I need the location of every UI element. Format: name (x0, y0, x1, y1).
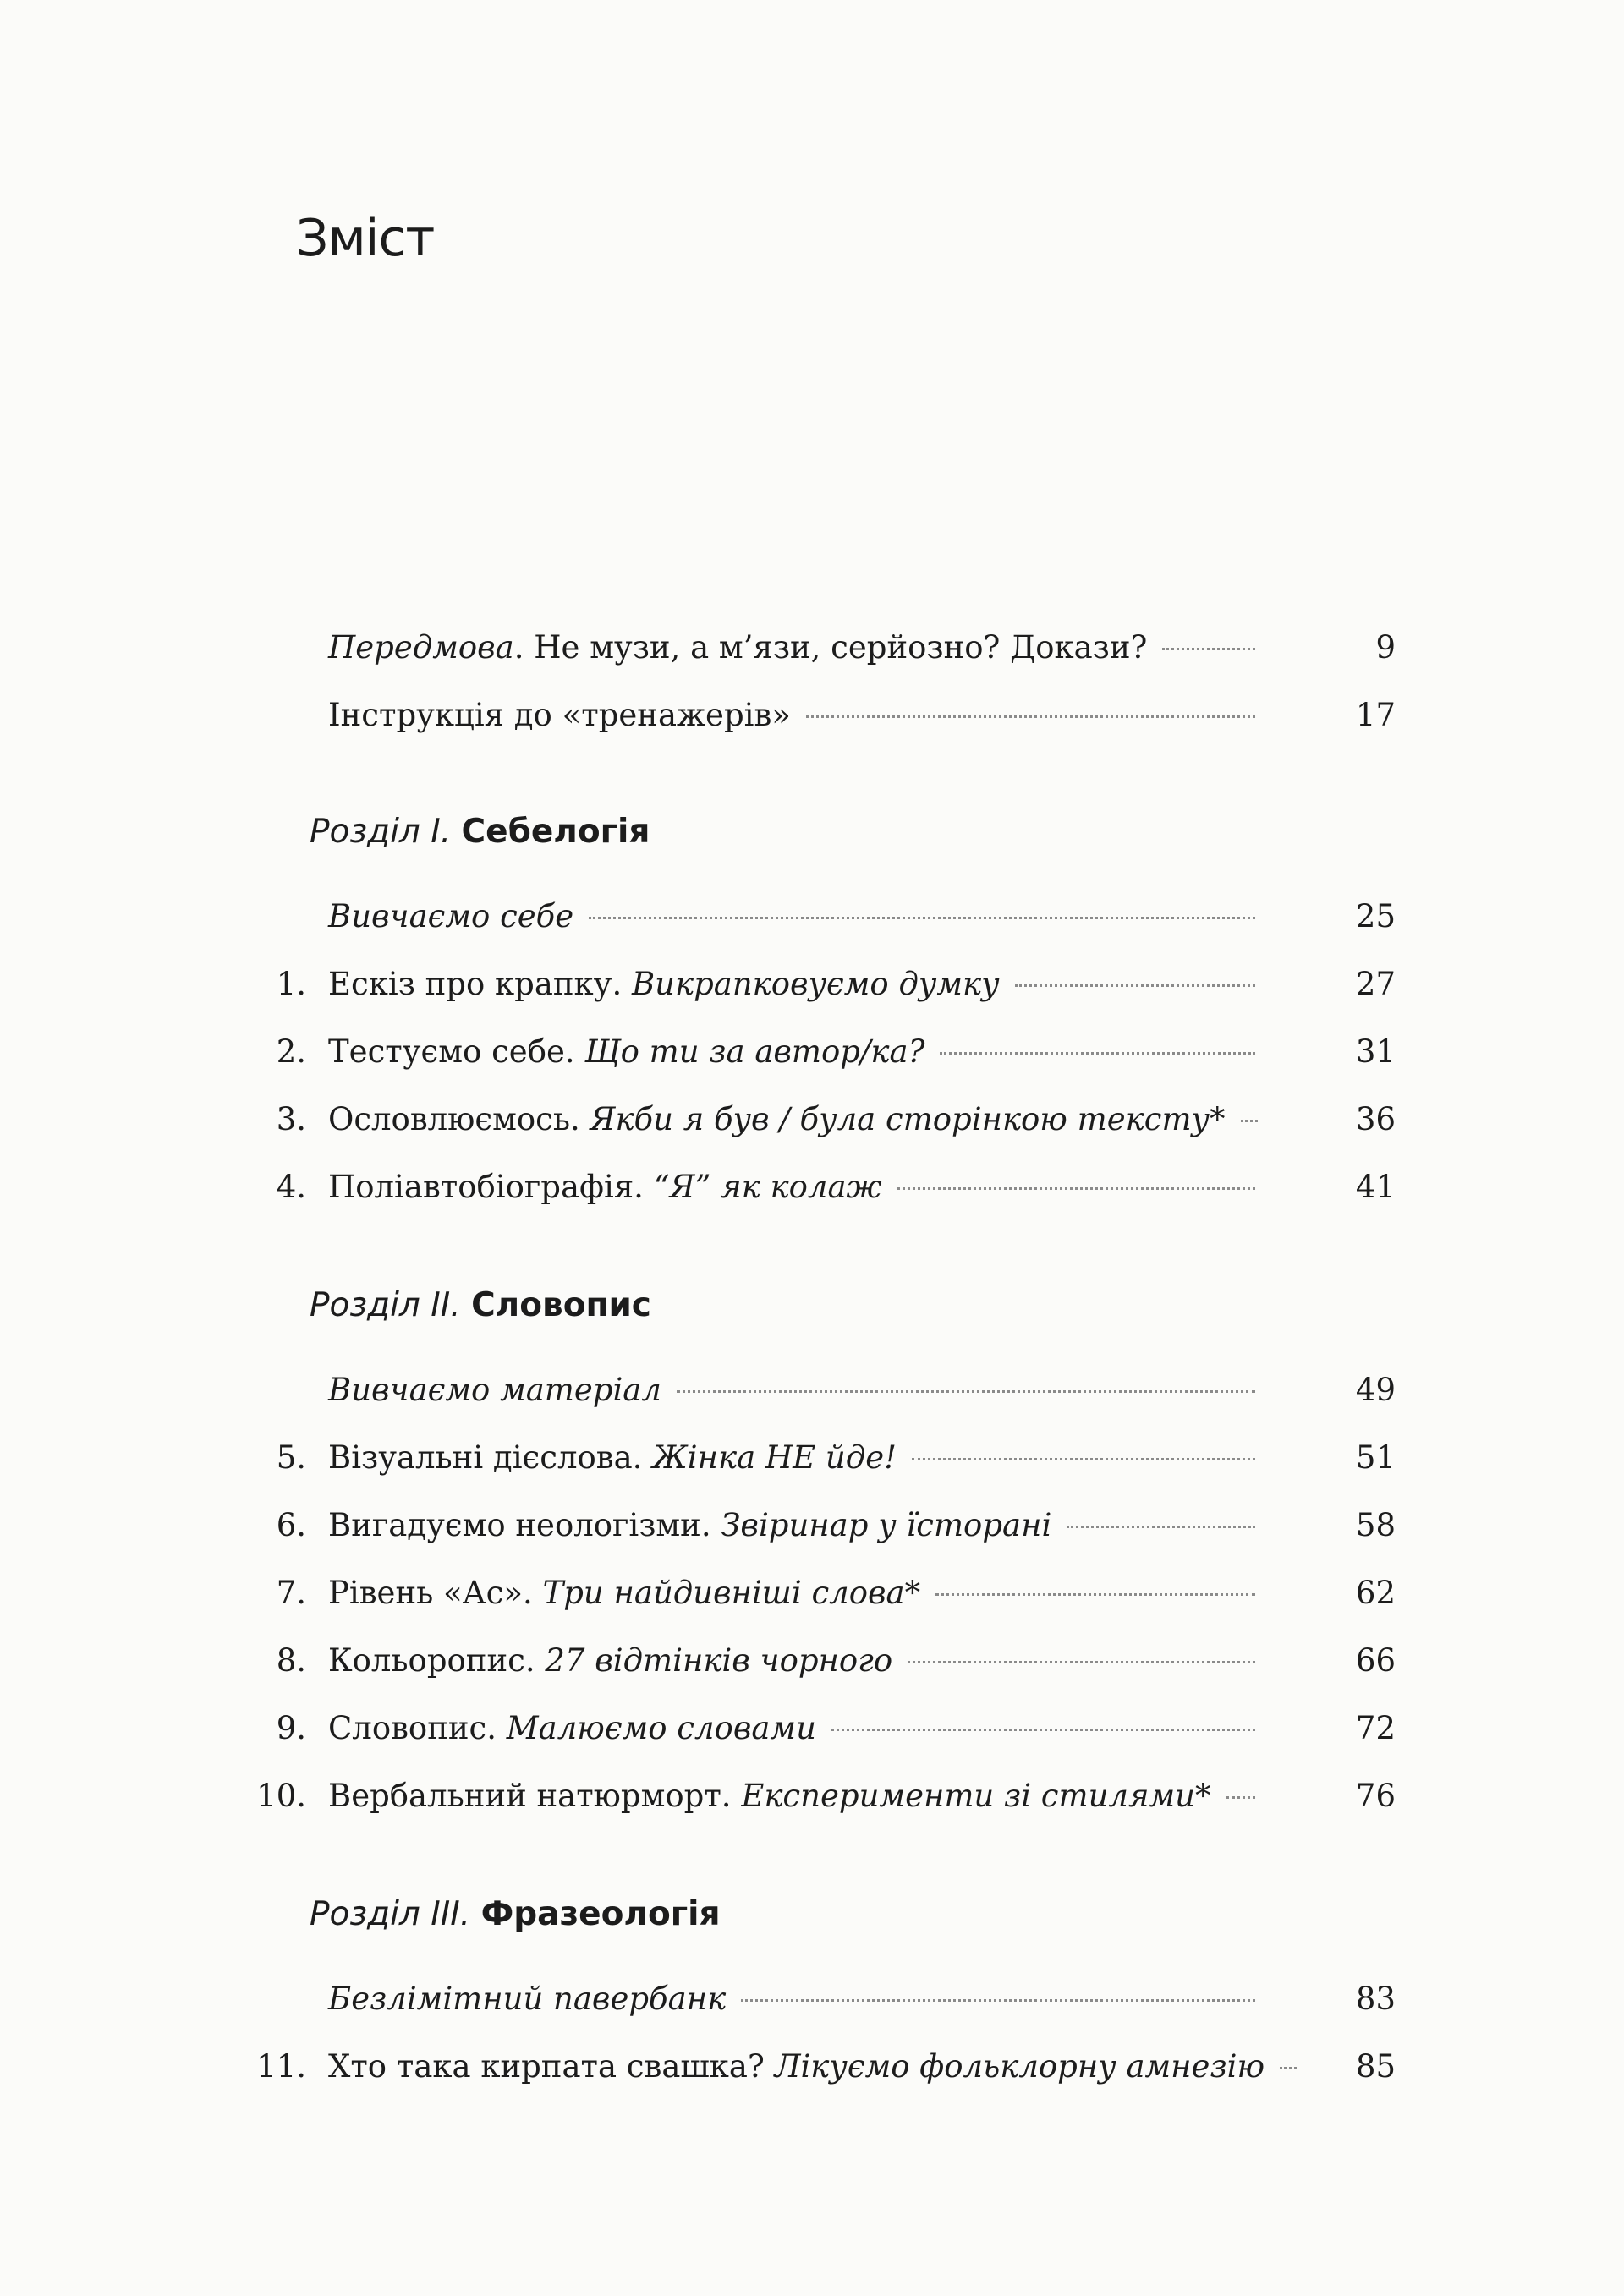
toc-entry-lead[interactable] (237, 1974, 1396, 2025)
entry-title: Хто така кирпата свашка? (328, 2048, 775, 2085)
entry-subtitle: Що ти за автор/ка? (584, 1033, 925, 1070)
dot-leader (908, 1661, 1255, 1663)
entry-subtitle: Звіринар у їсторані (721, 1507, 1052, 1543)
entry-page-number: 66 (1355, 1642, 1396, 1679)
entry-page-number: 85 (1355, 2048, 1396, 2085)
page-title: Зміст (296, 209, 435, 268)
dot-leader (935, 1593, 1255, 1596)
entry-subtitle: Експерименти зі стилями* (741, 1778, 1211, 1814)
section-name: Словопис (471, 1286, 651, 1324)
entry-page-number: 9 (1375, 629, 1396, 666)
entry-subtitle: “Я” як колаж (653, 1169, 882, 1205)
section-name: Себелогія (461, 813, 650, 851)
entry-title: Тестуємо себе. (328, 1033, 585, 1070)
entry-number: 3. (276, 1101, 306, 1137)
toc-entry[interactable] (237, 1433, 1396, 1483)
entry-title: Вивчаємо себе (328, 898, 574, 934)
toc-entry[interactable] (237, 1094, 1396, 1145)
section-label: Розділ ІІІ. (310, 1895, 471, 1933)
entry-page-number: 41 (1355, 1169, 1396, 1205)
dot-leader (677, 1390, 1255, 1393)
dot-leader (1067, 1526, 1255, 1528)
entry-page-number: 31 (1355, 1033, 1396, 1070)
toc-entry-lead[interactable] (237, 891, 1396, 942)
dot-leader (1226, 1796, 1256, 1799)
entry-number: 2. (276, 1033, 306, 1070)
entry-title: Словопис. (328, 1710, 507, 1746)
entry-title: Візуальні дієслова. (328, 1439, 653, 1476)
entry-page-number: 58 (1355, 1507, 1396, 1543)
dot-leader (1280, 2067, 1297, 2069)
entry-title: Ословлюємось. (328, 1101, 590, 1137)
dot-leader (897, 1187, 1255, 1190)
entry-number: 11. (256, 2048, 306, 2085)
entry-title: Інструкція до «тренажерів» (328, 697, 791, 733)
entry-number: 7. (276, 1575, 306, 1611)
dot-leader (1241, 1120, 1258, 1122)
entry-page-number: 36 (1355, 1101, 1396, 1137)
dot-leader (741, 1999, 1255, 2002)
entry-page-number: 25 (1355, 898, 1396, 934)
entry-number: 6. (276, 1507, 306, 1543)
dot-leader (1162, 648, 1255, 650)
entry-subtitle: Лікуємо фольклорну амнезію (774, 2048, 1265, 2085)
toc-entry[interactable] (237, 959, 1396, 1010)
entry-number: 1. (276, 966, 306, 1002)
entry-number: 9. (276, 1710, 306, 1746)
section-heading-1 (310, 807, 650, 858)
dot-leader (1015, 984, 1255, 987)
toc-entry[interactable] (237, 2041, 1396, 2092)
section-label: Розділ І. (310, 813, 452, 851)
entry-subtitle: Викрапковуємо думку (631, 966, 1000, 1002)
entry-number: 10. (256, 1778, 306, 1814)
dot-leader (806, 715, 1255, 718)
entry-title: Вербальний натюрморт. (328, 1778, 742, 1814)
entry-page-number: 62 (1355, 1575, 1396, 1611)
entry-page-number: 51 (1355, 1439, 1396, 1476)
entry-subtitle: Жінка НЕ йде! (652, 1439, 897, 1476)
toc-entry-instructions[interactable] (237, 690, 1396, 741)
entry-number: 5. (276, 1439, 306, 1476)
entry-page-number: 17 (1355, 697, 1396, 733)
entry-title: Ескіз про крапку. (328, 966, 632, 1002)
entry-title: Вигадуємо неологізми. (328, 1507, 721, 1543)
entry-pre-label: Передмова (328, 629, 514, 666)
entry-page-number: 27 (1355, 966, 1396, 1002)
entry-page-number: 72 (1355, 1710, 1396, 1746)
toc-entry[interactable] (237, 1500, 1396, 1551)
entry-subtitle: Малюємо словами (506, 1710, 816, 1746)
toc-entry[interactable] (237, 1636, 1396, 1686)
section-label: Розділ ІІ. (310, 1286, 461, 1324)
entry-title: Безлімітний павербанк (328, 1981, 727, 2017)
toc-entry[interactable] (237, 1162, 1396, 1213)
toc-entry[interactable] (237, 1568, 1396, 1619)
entry-page-number: 49 (1355, 1372, 1396, 1408)
dot-leader (831, 1729, 1255, 1731)
dot-leader (589, 917, 1255, 919)
entry-page-number: 83 (1355, 1981, 1396, 2017)
section-name: Фразеологія (480, 1895, 721, 1933)
entry-page-number: 76 (1355, 1778, 1396, 1814)
dot-leader (912, 1458, 1255, 1460)
entry-title: . Не музи, а м’язи, серйозно? Докази? (513, 629, 1148, 666)
toc-entry[interactable] (237, 1703, 1396, 1754)
toc-entry-lead[interactable] (237, 1365, 1396, 1416)
entry-subtitle: Три найдивніші слова* (542, 1575, 921, 1611)
entry-number: 8. (276, 1642, 306, 1679)
entry-title: Поліавтобіографія. (328, 1169, 654, 1205)
toc-entry[interactable] (237, 1771, 1396, 1822)
toc-entry[interactable] (237, 1027, 1396, 1077)
entry-number: 4. (276, 1169, 306, 1205)
dot-leader (940, 1052, 1255, 1055)
entry-title: Кольоропис. (328, 1642, 546, 1679)
entry-title: Рівень «Ас». (328, 1575, 543, 1611)
entry-subtitle: 27 відтінків чорного (545, 1642, 893, 1679)
toc-entry-preface[interactable] (237, 622, 1396, 673)
entry-subtitle: Якби я був / була сторінкою тексту* (590, 1101, 1226, 1137)
section-heading-2 (310, 1280, 651, 1331)
section-heading-3 (310, 1889, 721, 1940)
entry-title: Вивчаємо матеріал (328, 1372, 661, 1408)
